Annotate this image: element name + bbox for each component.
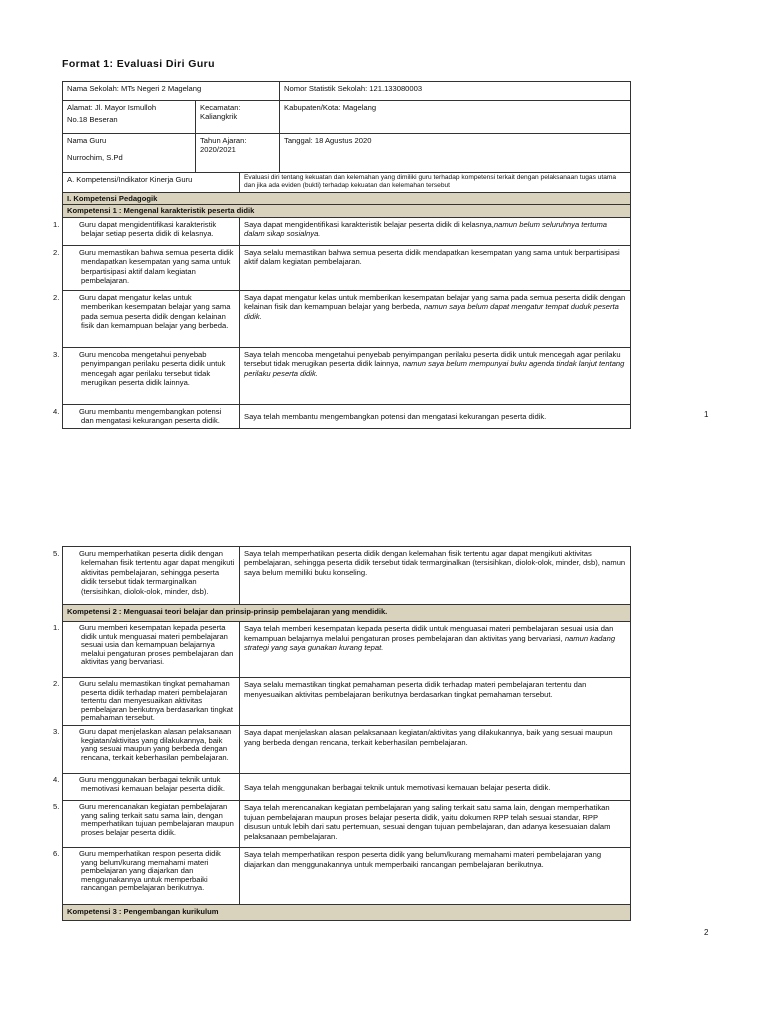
evaluation-cell: Saya telah membantu mengembangkan potensi dan mengatasi kekurangan peserta didik. [240, 404, 631, 428]
page-number: 2 [704, 928, 709, 937]
column-header-evaluation: Evaluasi diri tentang kekuatan dan kelemahan yang dimiliki guru terhadap kompetensi terkait dengan pelaksanaan tugas utama dan jika ada eviden (bukti) terhadap kekuatan dan kelemahan tersebut [240, 173, 631, 193]
evaluation-cell: Saya selalu memastikan bahwa semua peserta didik mendapatkan kesempatan yang sama untuk berpartisipasi aktif dalam kegiatan pembelajaran. [240, 245, 631, 290]
indicator-cell: 2. Guru dapat mengatur kelas untuk memberikan kesempatan belajar yang sama pada semua peserta didik dengan kelainan fisik dan kemampuan belajar yang berbeda. [63, 290, 240, 347]
competency-table-page1 [53, 172, 631, 429]
indicator-cell: 4. Guru membantu mengembangkan potensi dan mengatasi kekurangan peserta didik. [63, 404, 240, 428]
indicator-cell: 2. Guru selalu memastikan tingkat pemahaman peserta didik terhadap materi pembelajaran tertentu dan menyesuaikan aktivitas pembelajaran berikutnya berdasarkan tingkat pemahaman tersebut. [63, 678, 240, 726]
evaluation-cell: Saya telah menggunakan berbagai teknik untuk memotivasi kemauan belajar peserta didik. [240, 774, 631, 801]
evaluation-cell: Saya dapat menjelaskan alasan pelaksanaan kegiatan/aktivitas yang dilakukannya, baik yang sesuai maupun yang berbeda dengan rencana, terkait keberhasilan pembelajaran. [240, 726, 631, 774]
column-header-indicator: A. Kompetensi/Indikator Kinerja Guru [63, 173, 240, 193]
evaluation-cell: Saya telah mencoba mengetahui penyebab penyimpangan perilaku peserta didik untuk mencegah agar perilaku tersebut tidak merugikan peserta didik lainnya, namun saya belum mempunyai buku agenda tindak lanjut tentang perilaku peserta didik. [240, 347, 631, 404]
regency: Kabupaten/Kota: Magelang [280, 101, 631, 134]
kompetensi-1-title: Kompetensi 1 : Mengenal karakteristik peserta didik [63, 205, 631, 217]
evaluation-cell: Saya telah merencanakan kegiatan pembelajaran yang saling terkait satu sama lain, dengan memperhatikan tujuan pembelajaran maupun proses belajar peserta didik, yaitu dokumen RPP telah sesuai standar, RPP disusun untuk lebih dari satu pertemuan, sesuai dengan tujuan pembelajaran, dan adanya kesesuaian dalam pelaksanaan pembelajaran. [240, 801, 631, 848]
evaluation-cell: Saya telah memperhatikan peserta didik dengan kelemahan fisik tertentu agar dapat mengikuti aktivitas pembelajaran, sehingga peserta didik tersebut tidak termarginalkan (tersisihkan, diolok-olok, minder, dsb), namun saya belum memiliki buku konseling. [240, 547, 631, 605]
indicator-cell: 3. Guru mencoba mengetahui penyebab penyimpangan perilaku peserta didik untuk mencegah agar perilaku tersebut tidak merugikan peserta didik lainnya. [63, 347, 240, 404]
indicator-cell: 6. Guru memperhatikan respon peserta didik yang belum/kurang memahami materi pembelajaran yang diajarkan dan menggunakannya untuk memperbaiki rancangan pembelajaran berikutnya. [63, 848, 240, 905]
indicator-cell: 1. Guru memberi kesempatan kepada peserta didik untuk menguasai materi pembelajaran sesuai usia dan kemampuan belajarnya melalui pengaturan proses pembelajaran dan aktivitas yang bervariasi. [63, 622, 240, 678]
kompetensi-3-title: Kompetensi 3 : Pengembangan kurikulum [63, 905, 631, 920]
teacher-name: Nama Guru Nurrochim, S.Pd [63, 134, 196, 173]
evaluation-table-page1 [62, 81, 631, 173]
evaluation-cell: Saya telah memperhatikan respon peserta didik yang belum/kurang memahami materi pembelajaran yang diajarkan dan menggunakannya untuk memperbaiki rancangan pembelajaran berikutnya. [240, 848, 631, 905]
indicator-cell: 5. Guru merencanakan kegiatan pembelajaran yang saling terkait satu sama lain, dengan memperhatikan tujuan pembelajaran maupun proses belajar peserta didik. [63, 801, 240, 848]
evaluation-cell: Saya selalu memastikan tingkat pemahaman peserta didik terhadap materi pembelajaran tertentu dan menyesuaikan aktivitas pembelajaran berikutnya berdasarkan tingkat pemahaman tersebut. [240, 678, 631, 726]
indicator-cell: 2. Guru memastikan bahwa semua peserta didik mendapatkan kesempatan yang sama untuk berpartisipasi aktif dalam kegiatan pembelajaran. [63, 245, 240, 290]
evaluation-cell: Saya dapat mengidentifikasi karakteristik belajar peserta didik di kelasnya,namun belum seluruhnya tertuma dalam sikap sosialnya. [240, 217, 631, 245]
section-pedagogik: I. Kompetensi Pedagogik [63, 193, 631, 205]
evaluation-cell: Saya telah memberi kesempatan kepada peserta didik untuk menguasai materi pembelajaran sesuai usia dan kemampuan belajarnya melalui pengaturan proses pembelajaran dan aktivitas yang bervariasi, namun kadang strategi yang saya gunakan kurang tepat. [240, 622, 631, 678]
evaluation-cell: Saya dapat mengatur kelas untuk memberikan kesempatan belajar yang sama pada semua peserta didik dengan kelainan fisik dan kemampuan belajar yang berbeda, namun saya belum dapat mengatur tempat duduk peserta didik. [240, 290, 631, 347]
indicator-cell: 5. Guru memperhatikan peserta didik dengan kelemahan fisik tertentu agar dapat mengikuti aktivitas pembelajaran, sehingga peserta didik tersebut tidak termarginalkan (tersisihkan, diolok-olok, minder, dsb). [63, 547, 240, 605]
school-nss: Nomor Statistik Sekolah: 121.133080003 [280, 82, 631, 101]
school-name: Nama Sekolah: MTs Negeri 2 Magelang [63, 82, 280, 101]
competency-table-page2 [53, 546, 631, 921]
document-title: Format 1: Evaluasi Diri Guru [62, 58, 215, 70]
page-number: 1 [704, 410, 709, 419]
kompetensi-2-title: Kompetensi 2 : Menguasai teori belajar dan prinsip-prinsip pembelajaran yang mendidik. [63, 605, 631, 622]
indicator-cell: 1. Guru dapat mengidentifikasi karakteristik belajar setiap peserta didik di kelasnya. [63, 217, 240, 245]
school-address: Alamat: Jl. Mayor Ismulloh No.18 Beseran [63, 101, 196, 134]
indicator-cell: 3. Guru dapat menjelaskan alasan pelaksanaan kegiatan/aktivitas yang dilakukannya, baik yang sesuai maupun yang berbeda dengan rencana, terkait keberhasilan pembelajaran. [63, 726, 240, 774]
indicator-cell: 4. Guru menggunakan berbagai teknik untuk memotivasi kemauan belajar peserta didik. [63, 774, 240, 801]
date: Tanggal: 18 Agustus 2020 [280, 134, 631, 173]
academic-year: Tahun Ajaran: 2020/2021 [196, 134, 280, 173]
district: Kecamatan: Kaliangkrik [196, 101, 280, 134]
